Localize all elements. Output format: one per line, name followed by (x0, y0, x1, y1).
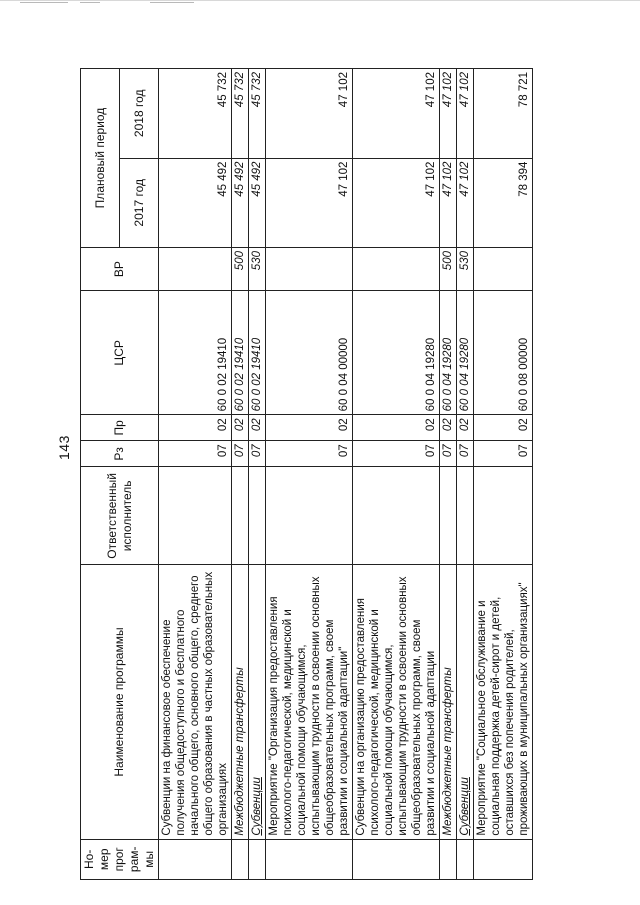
header-planning-period: Плановый период (81, 69, 120, 248)
scan-top-edge (0, 0, 640, 1)
header-year-2018: 2018 год (120, 69, 159, 159)
cell-2018: 45 732 (249, 69, 266, 159)
page-number: 143 (56, 435, 72, 460)
cell-program-number (474, 839, 533, 879)
cell-pr: 02 (440, 415, 457, 441)
cell-vr (159, 248, 232, 291)
header-executor: Ответственный исполнитель (81, 467, 159, 565)
header-vr: ВР (81, 248, 159, 291)
table-row (232, 69, 249, 880)
cell-program-number (232, 839, 249, 879)
cell-csr: 60 0 02 19410 (249, 291, 266, 415)
cell-2018: 45 732 (232, 69, 249, 159)
cell-2017: 45 492 (249, 158, 266, 247)
scan-artifact-line (150, 2, 194, 3)
cell-executor (353, 467, 440, 565)
cell-pr: 02 (353, 415, 440, 441)
cell-vr: 500 (440, 248, 457, 291)
cell-2017: 45 492 (159, 158, 232, 247)
cell-vr (266, 248, 353, 291)
scan-artifact-line (80, 2, 100, 3)
cell-program-number (159, 839, 232, 879)
cell-program-name: Межбюджетные трансферты (232, 565, 249, 839)
cell-pr: 02 (159, 415, 232, 441)
cell-pr: 02 (457, 415, 474, 441)
rotated-table-container (80, 68, 625, 880)
cell-csr: 60 0 02 19410 (159, 291, 232, 415)
cell-csr: 60 0 04 19280 (440, 291, 457, 415)
cell-pr: 02 (474, 415, 533, 441)
table-row (440, 69, 457, 880)
cell-2018: 45 732 (159, 69, 232, 159)
cell-program-number (353, 839, 440, 879)
cell-csr: 60 0 08 00000 (474, 291, 533, 415)
table-row (474, 69, 533, 880)
cell-2017: 45 492 (232, 158, 249, 247)
table-row (266, 69, 353, 880)
cell-executor (457, 467, 474, 565)
cell-rz: 07 (266, 441, 353, 467)
header-csr: ЦСР (81, 291, 159, 415)
cell-program-number (266, 839, 353, 879)
cell-2018: 47 102 (266, 69, 353, 159)
cell-rz: 07 (440, 441, 457, 467)
cell-2017: 47 102 (353, 158, 440, 247)
cell-csr: 60 0 04 00000 (266, 291, 353, 415)
table-row (457, 69, 474, 880)
header-rz: Рз (81, 441, 159, 467)
cell-program-number (457, 839, 474, 879)
cell-program-name: Мероприятие "Социальное обслуживание и социальная поддержка детей-сирот и детей, оставшихся без попечения родителей, проживающих в муниципальных организациях" (474, 565, 533, 839)
cell-vr: 500 (232, 248, 249, 291)
cell-executor (266, 467, 353, 565)
cell-program-number (440, 839, 457, 879)
cell-2017: 47 102 (457, 158, 474, 247)
cell-program-name: Субвенции (249, 565, 266, 839)
cell-rz: 07 (474, 441, 533, 467)
cell-program-name: Субвенции на организацию предоставления психолого-педагогической, медицинской и социальной помощи обучающимся, испытывающим трудности в освоении основных общеобразовательных программ, своем развитии и социальной адаптации (353, 565, 440, 839)
table-row (249, 69, 266, 880)
cell-pr: 02 (249, 415, 266, 441)
cell-vr (353, 248, 440, 291)
table-row (353, 69, 440, 880)
cell-2018: 47 102 (353, 69, 440, 159)
cell-rz: 07 (232, 441, 249, 467)
cell-2018: 47 102 (457, 69, 474, 159)
cell-executor (159, 467, 232, 565)
cell-vr: 530 (249, 248, 266, 291)
header-year-2017: 2017 год (120, 158, 159, 247)
cell-program-name: Субвенции (457, 565, 474, 839)
cell-program-name: Мероприятие "Организация предоставления психолого-педагогической, медицинской и социальной помощи обучающимся, испытывающим трудности в освоении основных общеобразовательных программ, своем развитии и социальной адаптации" (266, 565, 353, 839)
budget-table (80, 68, 533, 880)
cell-pr: 02 (266, 415, 353, 441)
cell-csr: 60 0 04 19280 (353, 291, 440, 415)
cell-rz: 07 (353, 441, 440, 467)
header-program-number: Но-мер прог рам-мы (81, 839, 159, 879)
cell-executor (474, 467, 533, 565)
cell-rz: 07 (457, 441, 474, 467)
cell-program-number (249, 839, 266, 879)
table-row (159, 69, 232, 880)
cell-executor (440, 467, 457, 565)
cell-program-name: Межбюджетные трансферты (440, 565, 457, 839)
cell-2017: 47 102 (266, 158, 353, 247)
cell-2018: 78 721 (474, 69, 533, 159)
cell-2018: 47 102 (440, 69, 457, 159)
header-program-name: Наименование программы (81, 565, 159, 839)
cell-executor (232, 467, 249, 565)
cell-executor (249, 467, 266, 565)
cell-pr: 02 (232, 415, 249, 441)
cell-2017: 78 394 (474, 158, 533, 247)
cell-2017: 47 102 (440, 158, 457, 247)
cell-csr: 60 0 04 19280 (457, 291, 474, 415)
cell-csr: 60 0 02 19410 (232, 291, 249, 415)
cell-program-name: Субвенции на финансовое обеспечение получения общедоступного и бесплатного начального общего, основного общего, среднего общего образования в частных образовательных организациях (159, 565, 232, 839)
cell-vr: 530 (457, 248, 474, 291)
cell-rz: 07 (249, 441, 266, 467)
cell-rz: 07 (159, 441, 232, 467)
cell-vr (474, 248, 533, 291)
scan-artifact-line (20, 2, 68, 3)
header-pr: Пр (81, 415, 159, 441)
